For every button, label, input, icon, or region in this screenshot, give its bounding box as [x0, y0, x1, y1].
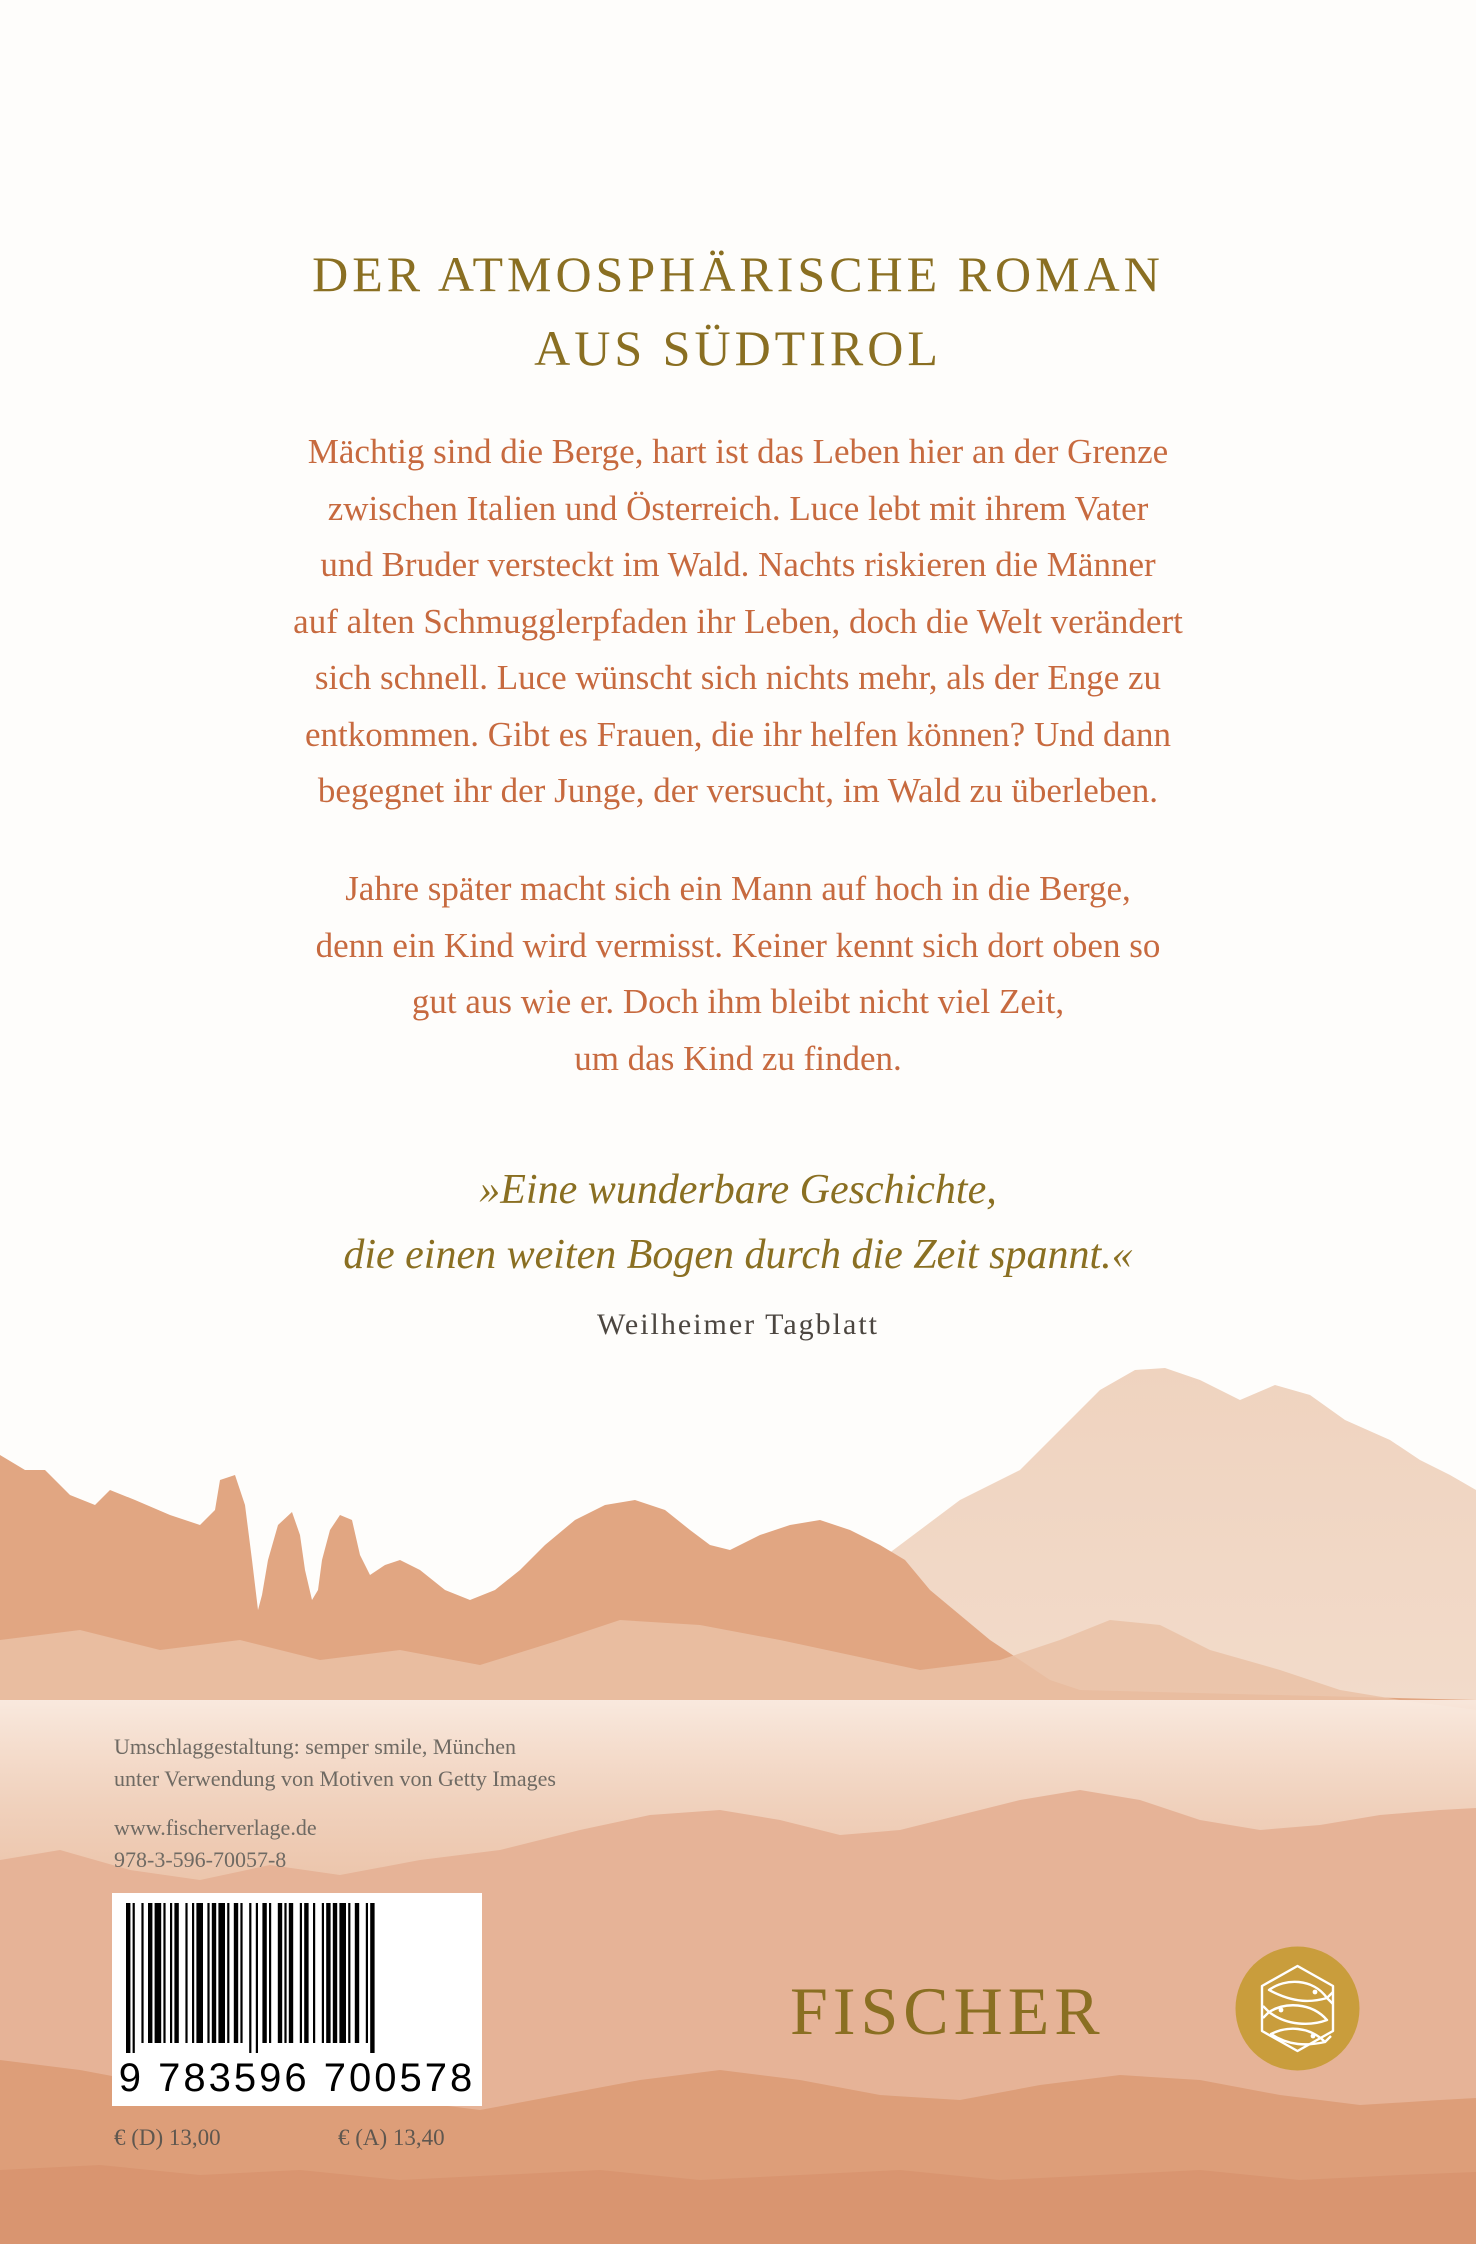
barcode-bar — [185, 1903, 187, 2043]
barcode-bar — [207, 1903, 209, 2043]
barcode-bar — [174, 1903, 178, 2043]
credits-line-1: Umschlaggestaltung: semper smile, München — [114, 1734, 517, 1759]
barcode-bar — [170, 1903, 172, 2043]
isbn-text: 978-3-596-70057-8 — [114, 1847, 287, 1872]
press-quote — [0, 1158, 1476, 1288]
blurb-paragraph-1 — [0, 424, 1476, 820]
blurb-line: und Bruder versteckt im Wald. Nachts riskieren die Männer — [320, 545, 1156, 584]
barcode-bar — [348, 1903, 350, 2043]
barcode-bar — [366, 1903, 368, 2043]
price-austria: € (A) 13,40 — [338, 2125, 445, 2150]
barcode-bar — [355, 1903, 359, 2043]
barcode-bars — [122, 1903, 472, 2053]
quote-source: Weilheimer Tagblatt — [596, 1308, 879, 1341]
barcode-bar — [227, 1903, 229, 2043]
barcode — [112, 1893, 482, 2106]
blurb-line: zwischen Italien und Österreich. Luce lebt mit ihrem Vater — [327, 488, 1149, 528]
website-link[interactable]: www.fischerverlage.de — [114, 1815, 317, 1840]
barcode-bar — [234, 1903, 238, 2043]
barcode-bar — [322, 1903, 324, 2043]
publisher-name: FISCHER — [790, 1973, 1105, 2049]
quote-line-2: die einen weiten Bogen durch die Zeit spannt.« — [343, 1232, 1133, 1278]
blurb-paragraph-2 — [0, 861, 1476, 1087]
barcode-bar — [126, 1903, 130, 2053]
barcode-bar — [262, 1903, 266, 2043]
barcode-bar — [196, 1903, 203, 2043]
barcode-bar — [192, 1903, 194, 2043]
blurb-line: gut aus wie er. Doch ihm bleibt nicht viel Zeit, — [411, 982, 1065, 1021]
barcode-bar — [289, 1903, 293, 2043]
barcode-bar — [212, 1903, 216, 2043]
fischer-fish-logo-icon — [1235, 1946, 1360, 2071]
barcode-digits: 9 783596 700578 — [118, 2056, 476, 2100]
barcode-bar — [278, 1903, 282, 2043]
barcode-bar — [326, 1903, 330, 2043]
blurb-line: denn ein Kind wird vermisst. Keiner kennt sich dort oben so — [315, 925, 1161, 965]
blurb-line: Mächtig sind die Berge, hart ist das Leben hier an der Grenze — [307, 432, 1169, 471]
blurb-line: Jahre später macht sich ein Mann auf hoch in die Berge, — [345, 869, 1131, 908]
barcode-bar — [333, 1903, 337, 2043]
barcode-bar — [304, 1903, 308, 2043]
headline-line-2: AUS SÜDTIROL — [534, 320, 942, 376]
barcode-bar — [284, 1903, 286, 2043]
blurb-line: begegnet ihr der Junge, der versucht, im Wald zu überleben. — [317, 771, 1159, 810]
barcode-bar — [339, 1903, 346, 2043]
credits-line-2: unter Verwendung von Motiven von Getty Images — [114, 1766, 556, 1791]
barcode-bar — [370, 1903, 374, 2053]
barcode-bar — [240, 1903, 242, 2043]
headline-line-1: DER ATMOSPHÄRISCHE ROMAN — [312, 246, 1164, 302]
cover-credits — [114, 1731, 556, 1795]
headline — [0, 237, 1476, 385]
barcode-bar — [141, 1903, 143, 2043]
barcode-bar — [256, 1903, 258, 2053]
barcode-bar — [300, 1903, 302, 2043]
barcode-bar — [148, 1903, 152, 2043]
blurb-line: entkommen. Gibt es Frauen, die ihr helfen können? Und dann — [304, 714, 1172, 754]
price-germany: € (D) 13,00 — [114, 2125, 221, 2150]
barcode-bar — [249, 1903, 251, 2053]
blurb-line: sich schnell. Luce wünscht sich nichts mehr, als der Enge zu — [314, 658, 1162, 697]
barcode-bar — [163, 1903, 165, 2043]
quote-line-1: »Eine wunderbare Geschichte, — [479, 1167, 997, 1213]
barcode-bar — [155, 1903, 162, 2043]
blurb-line: auf alten Schmugglerpfaden ihr Leben, doch die Welt verändert — [293, 601, 1183, 641]
publisher-info — [114, 1812, 317, 1876]
barcode-bar — [133, 1903, 135, 2053]
barcode-bar — [313, 1903, 315, 2043]
barcode-bar — [218, 1903, 225, 2043]
blurb-line: um das Kind zu finden. — [574, 1038, 902, 1078]
barcode-bar — [269, 1903, 271, 2043]
